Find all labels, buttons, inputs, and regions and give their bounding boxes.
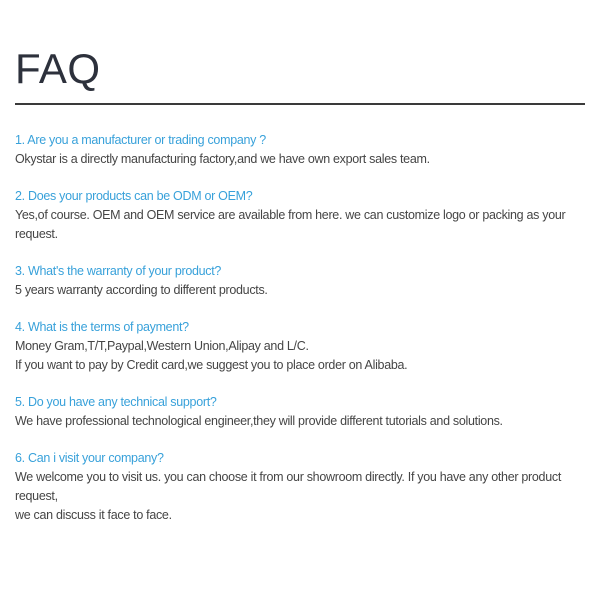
faq-answer-line: We welcome you to visit us. you can choose it from our showroom directly. If you have any other product request, — [15, 470, 561, 503]
faq-question: 6. Can i visit your company? — [15, 451, 164, 465]
title-divider — [15, 103, 585, 105]
faq-answer-line: 5 years warranty according to different products. — [15, 283, 268, 297]
faq-list — [15, 131, 585, 525]
faq-answer-line: we can discuss it face to face. — [15, 508, 172, 522]
faq-question: 1. Are you a manufacturer or trading company ? — [15, 133, 266, 147]
faq-item — [15, 131, 585, 169]
faq-answer-line: Money Gram,T/T,Paypal,Western Union,Alipay and L/C. — [15, 339, 309, 353]
faq-answer-line: If you want to pay by Credit card,we suggest you to place order on Alibaba. — [15, 358, 408, 372]
faq-question: 2. Does your products can be ODM or OEM? — [15, 189, 253, 203]
faq-answer-line: We have professional technological engineer,they will provide different tutorials and solutions. — [15, 414, 503, 428]
faq-item — [15, 262, 585, 300]
faq-item — [15, 318, 585, 375]
faq-question: 4. What is the terms of payment? — [15, 320, 189, 334]
faq-answer-line: Okystar is a directly manufacturing factory,and we have own export sales team. — [15, 152, 430, 166]
faq-answer-line: Yes,of course. OEM and OEM service are available from here. we can customize logo or packing as your request. — [15, 208, 566, 241]
faq-item — [15, 449, 585, 525]
page-title: FAQ — [15, 45, 101, 92]
faq-question: 5. Do you have any technical support? — [15, 395, 217, 409]
faq-item — [15, 187, 585, 244]
faq-item — [15, 393, 585, 431]
faq-question: 3. What's the warranty of your product? — [15, 264, 222, 278]
